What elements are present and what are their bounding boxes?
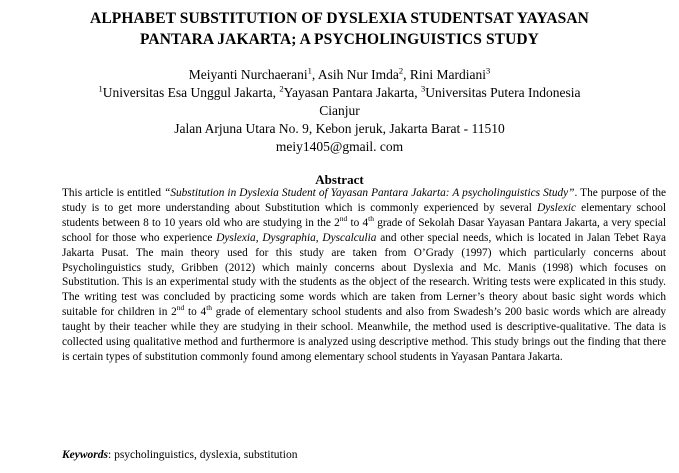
abstract-article-title: “Substitution in Dyslexia Student of Yayasan Pantara Jakarta: A psycholinguistics Study” [164, 187, 575, 199]
author-mark: 1 [307, 65, 312, 76]
abstract-text: grade of elementary school students and also from Swadesh’s 200 basic words which are already taught by their teacher while they are studying in their school. Meanwhile, the method used is descriptive-qualitative. The data is collected using qualitative method and furthermore is analyzed using descriptive method. This study brings out the finding that there is certain types of substitution commonly found among elementary school students in Yayasan Pantara Jakarta. [62, 306, 666, 363]
title-line-2: PANTARA JAKARTA; A PSYCHOLINGUISTICS STUDY [140, 31, 539, 48]
keywords-label: Keywords [62, 449, 108, 461]
abstract-text: to 4 [347, 216, 369, 229]
keywords-colon: : [108, 449, 115, 461]
author-name: Rini Mardiani [409, 67, 486, 82]
ordinal-suffix: th [368, 214, 375, 224]
abstract-text: and other special needs, which is located in Jalan Tebet Raya Jakarta Pusat. The main theory used for this study are taken from O’Grady (1997) which particularly concerns about Psycholinguistics study, Gribben (2012) which mainly concerns about Dyslexia and Mc. Manis (1998) which focuses on Substitution. This is an experimental study with the students as the object of the research. Writing tests were explicated in this study. The writing test was concluded by practicing some words which are taken from Lerner’s theory about basic sight words which suitable for children in 2 [62, 231, 666, 319]
affiliation: Universitas Putera Indonesia [425, 85, 581, 100]
ordinal-suffix: nd [176, 303, 185, 313]
abstract-heading: Abstract [315, 172, 364, 187]
title-line-1: ALPHABET SUBSTITUTION OF DYSLEXIA STUDENTSAT YAYASAN [90, 10, 589, 27]
author-mark: 3 [485, 65, 491, 76]
author-names: Meiyanti Nurchaerani$^1$, Asih Nur Imda$^2$, Rini Mardiani$^3$ [188, 65, 491, 82]
abstract-body [62, 186, 666, 365]
ordinal-suffix: th [206, 303, 213, 313]
keywords-terms: psycholinguistics, dyslexia, substitution [114, 449, 298, 461]
email: meiy1405@gmail. com [275, 139, 404, 154]
affiliation-mark: 2 [279, 83, 284, 94]
affiliation: Yayasan Pantara Jakarta, [283, 85, 421, 100]
author-name: Meiyanti Nurchaerani [188, 67, 308, 82]
abstract-text: elementary school students between 8 to 10 years old who are studying in the 2 [62, 201, 666, 229]
abstract-text: grade of Sekolah Dasar Yayasan Pantara Jakarta, a very special school for those who experience [62, 216, 666, 244]
abstract-text: . The purpose of the study is to get more understanding about Substitution which is commonly experienced by several [62, 187, 666, 214]
abstract-text: to 4 [184, 306, 207, 319]
affiliation-continued: Cianjur [319, 103, 360, 118]
affiliation: Universitas Esa Unggul Jakarta, [102, 85, 280, 100]
affiliations [0, 84, 679, 102]
author-block [0, 66, 679, 156]
paper-title [0, 8, 679, 50]
address: Jalan Arjuna Utara No. 9, Kebon jeruk, Jakarta Barat - 11510 [174, 121, 505, 136]
author-mark: 2 [398, 65, 404, 76]
abstract-text: This article is entitled [62, 187, 165, 199]
affiliation-mark: 3 [420, 83, 426, 94]
author-name: Asih Nur Imda [317, 67, 399, 82]
ordinal-suffix: nd [339, 214, 348, 224]
abstract-italic: Dyslexic [537, 201, 576, 214]
keywords-line [62, 448, 666, 463]
abstract-italic: Dyslexia, Dysgraphia, Dyscalculia [216, 231, 377, 244]
affiliation-mark: 1 [98, 83, 103, 94]
